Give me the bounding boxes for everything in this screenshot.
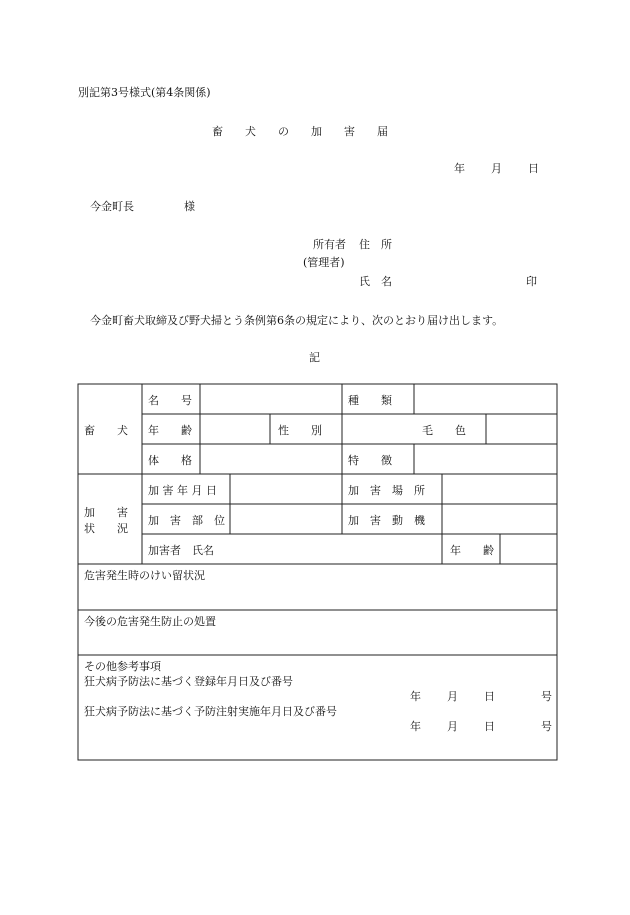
vaccination-month: 月: [447, 720, 458, 733]
damage-date-label: 加 害 年 月 日: [148, 484, 217, 497]
vaccination-number: 号: [541, 720, 552, 733]
dog-age-label: 年 齢: [148, 424, 192, 437]
owner-label: 所有者: [313, 238, 346, 251]
owner-name-label: 氏 名: [359, 275, 392, 288]
vaccination-label: 狂犬病予防法に基づく予防注射実施年月日及び番号: [84, 705, 337, 718]
vaccination-day: 日: [484, 720, 495, 733]
addressee-name: 今金町長: [90, 200, 134, 213]
victim-name-label: 加害者 氏名: [148, 544, 214, 557]
seal-label: 印: [526, 275, 537, 288]
vaccination-year: 年: [410, 720, 421, 733]
dog-breed-label: 種 類: [348, 394, 392, 407]
body-text: 今金町畜犬取締及び野犬掃とう条例第6条の規定により、次のとおり届け出します。: [90, 314, 504, 327]
registration-number: 号: [541, 690, 552, 703]
addressee-honorific: 様: [184, 200, 195, 213]
manager-label: (管理者): [303, 256, 345, 269]
victim-age-label: 年 齢: [450, 544, 494, 557]
dog-section-label: 畜 犬: [84, 424, 128, 437]
restraint-label: 危害発生時のけい留状況: [84, 569, 205, 582]
owner-address-label: 住 所: [359, 238, 392, 251]
dog-coat-color-label: 毛 色: [422, 424, 466, 437]
date-month-label: 月: [491, 162, 502, 175]
damage-section-label-line2: 状 況: [84, 522, 128, 535]
dog-features-label: 特 徴: [348, 454, 392, 467]
dog-name-label: 名 号: [148, 394, 192, 407]
registration-label: 狂犬病予防法に基づく登録年月日及び番号: [84, 675, 293, 688]
page-title: 畜 犬 の 加 害 届: [212, 125, 388, 138]
registration-month: 月: [447, 690, 458, 703]
damage-place-label: 加 害 場 所: [348, 484, 425, 497]
damage-section-label-line1: 加 害: [84, 506, 128, 519]
dog-sex-label: 性 別: [278, 424, 322, 437]
dog-physique-label: 体 格: [148, 454, 192, 467]
damage-motive-label: 加 害 動 機: [348, 514, 425, 527]
damaged-part-label: 加 害 部 位: [148, 514, 225, 527]
form-label: 別記第3号様式(第4条関係): [78, 86, 211, 99]
prevention-label: 今後の危害発生防止の処置: [84, 615, 216, 628]
registration-year: 年: [410, 690, 421, 703]
ki-label: 記: [309, 351, 320, 364]
date-day-label: 日: [528, 162, 539, 175]
date-year-label: 年: [454, 162, 465, 175]
other-title: その他参考事項: [84, 660, 161, 673]
registration-day: 日: [484, 690, 495, 703]
